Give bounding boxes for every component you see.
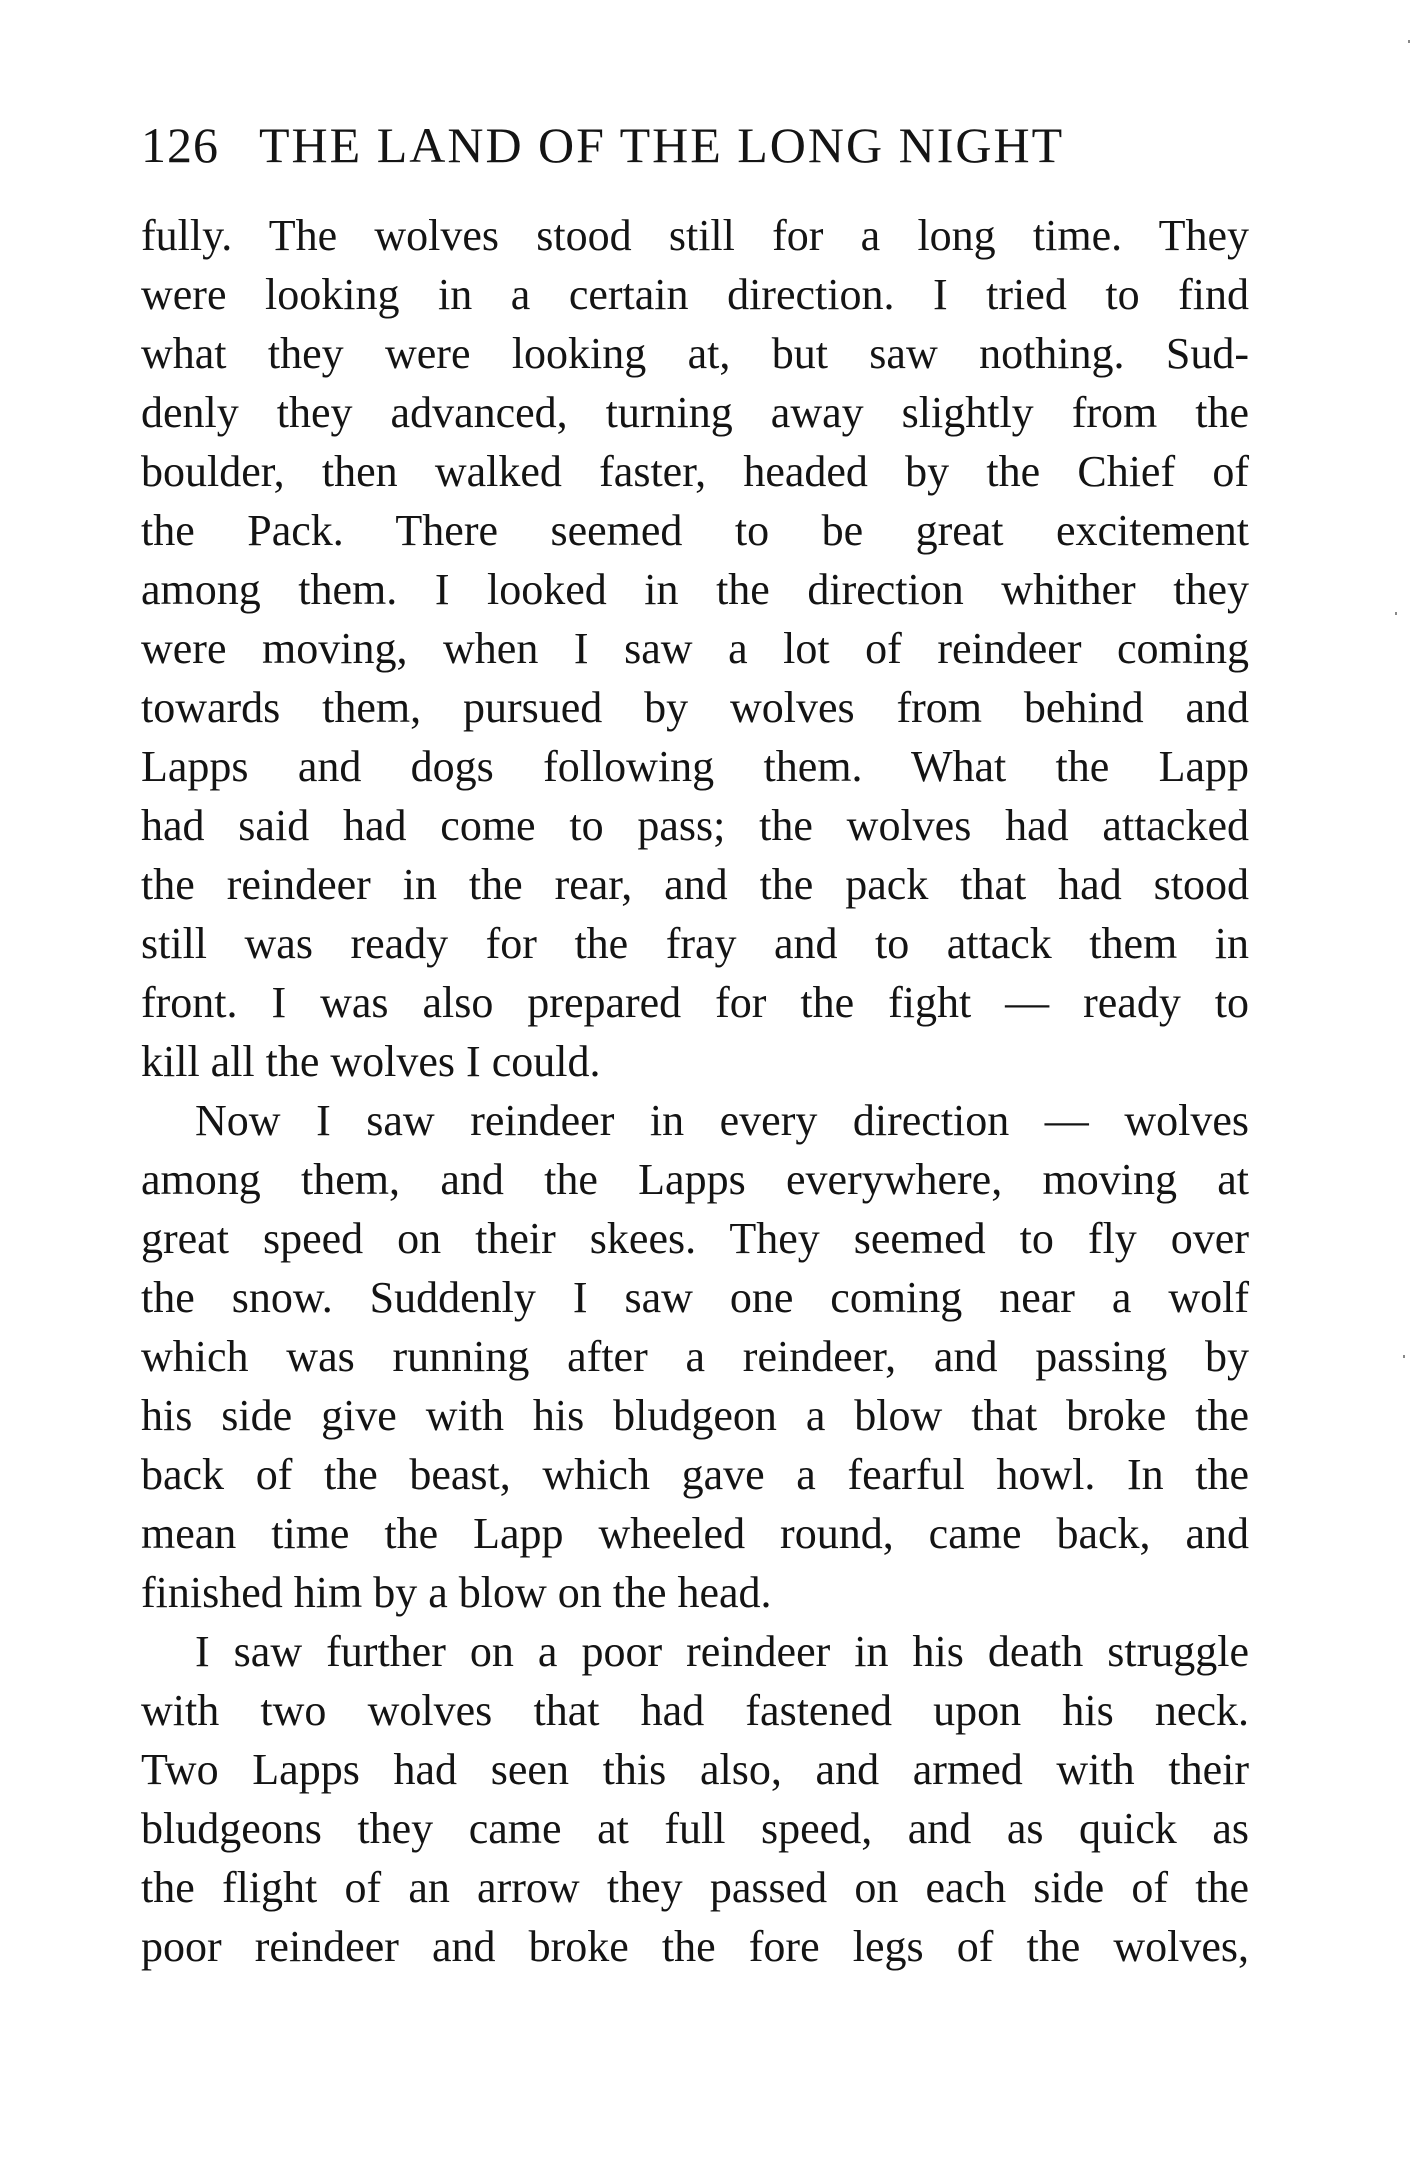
running-title: THE LAND OF THE LONG NIGHT — [259, 117, 1065, 173]
text-line: poor reindeer and broke the fore legs of the wolves, — [141, 1922, 1249, 1971]
text-line: still was ready for the fray and to attack them in — [141, 919, 1249, 968]
text-line: towards them, pursued by wolves from behind and — [141, 683, 1249, 732]
text-line: with two wolves that had fastened upon his neck. — [141, 1686, 1249, 1735]
text-line: the snow. Suddenly I saw one coming near a wolf — [141, 1273, 1249, 1322]
text-line: the flight of an arrow they passed on each side of the — [141, 1863, 1249, 1912]
text-line: back of the beast, which gave a fearful howl. In the — [141, 1450, 1249, 1499]
body-text — [141, 206, 1249, 1976]
text-line: which was running after a reindeer, and passing by — [141, 1332, 1249, 1381]
paper-speck — [1403, 1355, 1405, 1358]
text-line: great speed on their skees. They seemed to fly over — [141, 1214, 1249, 1263]
text-line: the reindeer in the rear, and the pack that had stood — [141, 860, 1249, 909]
text-line: among them, and the Lapps everywhere, moving at — [141, 1155, 1249, 1204]
text-line: kill all the wolves I could. — [141, 1037, 601, 1086]
text-line: had said had come to pass; the wolves had attacked — [141, 801, 1249, 850]
text-line: mean time the Lapp wheeled round, came back, and — [141, 1509, 1249, 1558]
text-line: were looking in a certain direction. I tried to find — [141, 270, 1249, 319]
text-line: denly they advanced, turning away slightly from the — [141, 388, 1249, 437]
text-line: bludgeons they came at full speed, and as quick as — [141, 1804, 1249, 1853]
running-head — [141, 110, 1249, 180]
text-line: boulder, then walked faster, headed by the Chief of — [141, 447, 1249, 496]
text-line: Two Lapps had seen this also, and armed with their — [141, 1745, 1249, 1794]
text-line: his side give with his bludgeon a blow that broke the — [141, 1391, 1249, 1440]
text-line: front. I was also prepared for the fight — ready to — [141, 978, 1249, 1027]
text-line: what they were looking at, but saw nothing. Sud- — [141, 329, 1249, 378]
text-line: finished him by a blow on the head. — [141, 1568, 772, 1617]
page-number: 126 — [141, 117, 219, 173]
paper-speck — [1395, 612, 1397, 615]
text-line: were moving, when I saw a lot of reindeer coming — [141, 624, 1249, 673]
text-line: I saw further on a poor reindeer in his death struggle — [195, 1627, 1249, 1676]
text-line: Now I saw reindeer in every direction — wolves — [195, 1096, 1249, 1145]
text-line: fully. The wolves stood still for a long time. They — [141, 211, 1249, 260]
paper-speck — [1408, 40, 1410, 43]
text-line: among them. I looked in the direction whither they — [141, 565, 1249, 614]
text-line: Lapps and dogs following them. What the Lapp — [141, 742, 1249, 791]
text-line: the Pack. There seemed to be great excitement — [141, 506, 1249, 555]
